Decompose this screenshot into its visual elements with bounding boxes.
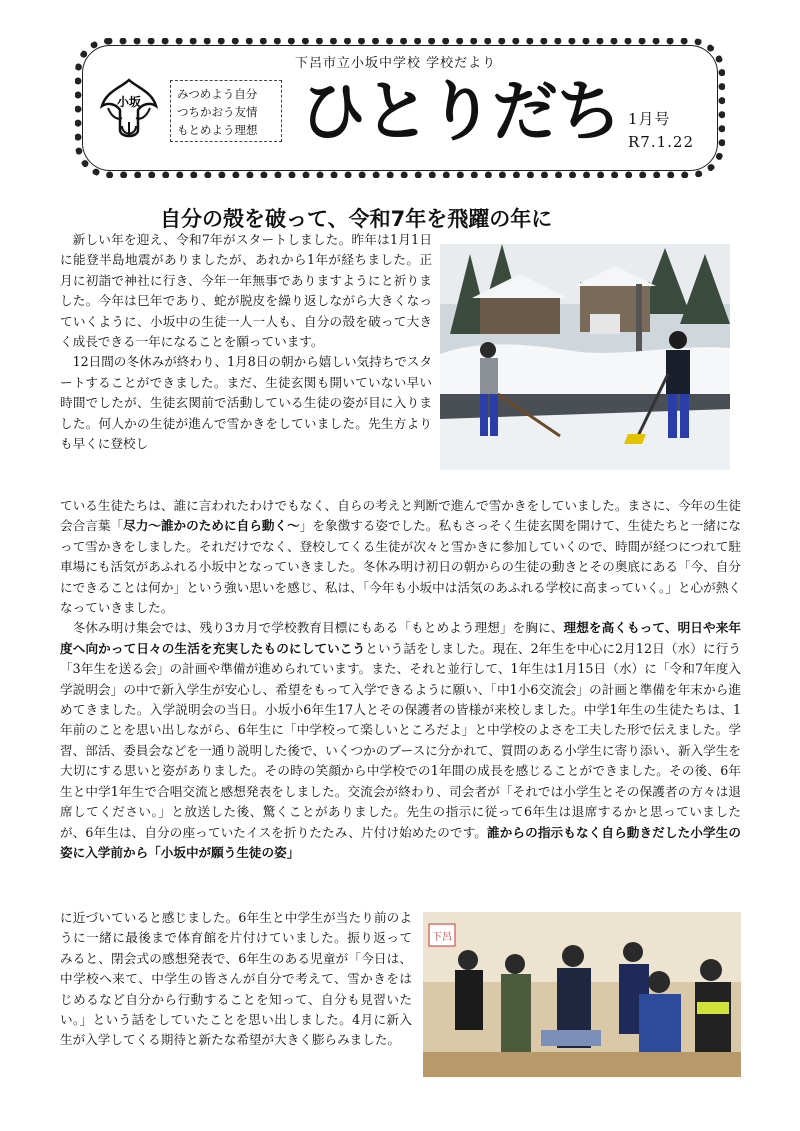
motto-3: もとめよう理想 bbox=[177, 123, 258, 137]
paragraph-3-end: に近づいていると感じました。6年生と中学生が当たり前のように一緒に最後まで体育館を片付けていました。振り返ってみると、閉会式の感想発表で、6年生のある児童が「今日は、中学校へ来て、中学生の皆さんが自分で考えて、雪かきをはじめるなど自分から行動することを知って、自分も見習いたい。」という話をしていたことを思い出しました。4月に新入生が入学してくる期待と新たな希望が大きく膨らみました。 bbox=[60, 910, 412, 1048]
article-headline: 自分の殻を破って、令和7年を飛躍の年に bbox=[160, 207, 553, 231]
article-column-full bbox=[60, 496, 741, 863]
paragraph-2-start: 12日間の冬休みが終わり、1月8日の朝から嬉しい気持ちでスタートすることができました。まだ、生徒玄関も開いていない早い時間でしたが、生徒玄関前で活動している生徒の姿が目に入りました。何人かの生徒が進んで雪かきをしていました。先生方よりも早くに登校し bbox=[60, 354, 432, 452]
newsletter-title: ひとりだち bbox=[300, 73, 620, 150]
motto-1: みつめよう自分 bbox=[177, 87, 258, 101]
snow-shoveling-photo bbox=[440, 244, 730, 470]
paragraph-2-cont-a: ている生徒たちは、誰に言われたわけでもなく、自らの考えと判断で進んで雪かきをしていました。まさに、今年の生徒会合言葉「 bbox=[60, 498, 741, 534]
article-column-top bbox=[60, 230, 432, 454]
issue-date: R7.1.22 bbox=[628, 133, 695, 151]
paragraph-3-b: という話をしました。現在、2年生を中心に2月12日（水）に行う「3年生を送る会」の計画や準備が進められています。また、それと並行して、1年生は1月15日（水）に「令和7年度入学説明会」の中で新入学生が安心し、希望をもって入学できるように願い、「中1小6交流会」の計画と準備を年末から進めてきました。入学説明会の当日。小坂小6年生17人とその保護者の皆様が来校しました。中学1年生の生徒たちは、1年前のことを思い出しながら、6年生に「中学校って楽しいところだよ」と中学校のよさを工夫した形で伝えました。学習、部活、委員会などを一通り説明した後で、いくつかのブースに分かれて、質問のある小学生に寄り添い、新入学生を大切にする思いと姿がありました。その時の笑顔から中学校での1年間の成長を感じることができました。その後、6年生と中学1年生で合唱交流と感想発表をしました。交流会が終わり、司会者が「それでは小学生とその保護者の方々は退席してください。」と放送した後、驚くことがありました。先生の指示に従って6年生は退席するかと思っていましたが、6年生は、自分の座っていたイスを折りたたみ、片付け始めたのです。 bbox=[60, 640, 741, 840]
article-column-bottom bbox=[60, 908, 412, 1051]
school-mottos bbox=[170, 80, 282, 142]
paragraph-3-a: 冬休み明け集会では、残り3カ月で学校教育目標にもある「もとめよう理想」を胸に、 bbox=[72, 620, 564, 636]
emblem-text: 小坂 bbox=[116, 95, 142, 109]
paragraph-3-emphasis-2: 誰からの指示もなく自ら動きだした小学生の姿に入学前から「小坂中が願う生徒の姿」 bbox=[60, 824, 742, 860]
paragraph-3-emphasis: 理想を高くもって、明日や来年度へ向かって日々の生活を充実したものにしていこう bbox=[60, 620, 742, 656]
issue-month: 1月号 bbox=[628, 110, 671, 128]
paragraph-2-cont-b: 」を象徴する姿でした。私もさっそく生徒玄関を開けて、生徒たちと一緒になって雪かきをしました。それだけでなく、登校してくる生徒が次々と雪かきに参加していくので、時間が経つにつれて駐車場にも活気があふれる小坂中となっていきました。冬休み明け初日の朝からの生徒の動きとその奥底にある「今、自分にできることは何か」という強い思いを感じ、私は、「今年も小坂中は活気のあふれる学校に高まっていく。」と心が熱くなっていきました。 bbox=[60, 518, 742, 616]
issue-info bbox=[628, 108, 694, 154]
motto-2: つちかおう友情 bbox=[177, 105, 258, 119]
paragraph-1: 新しい年を迎え、令和7年がスタートしました。昨年は1月1日に能登半島地震がありましたが、あれから1年が経ちました。正月に初詣で神社に行き、今年一年無事でありますようにと祈りました。今年は巳年であり、蛇が脱皮を繰り返しながら大きくなっていくように、小坂中の生徒一人一人も、自分の殻を破って大きく成長できる一年になることを願っています。 bbox=[60, 232, 432, 350]
school-name-line: 下呂市立小坂中学校 学校だより bbox=[295, 56, 497, 71]
school-emblem-icon bbox=[98, 78, 160, 144]
exchange-meeting-photo bbox=[423, 912, 741, 1077]
student-council-slogan: 尽力～誰かのために自ら動く～ bbox=[123, 518, 300, 534]
photo-sign-text: 下呂 bbox=[432, 932, 452, 943]
